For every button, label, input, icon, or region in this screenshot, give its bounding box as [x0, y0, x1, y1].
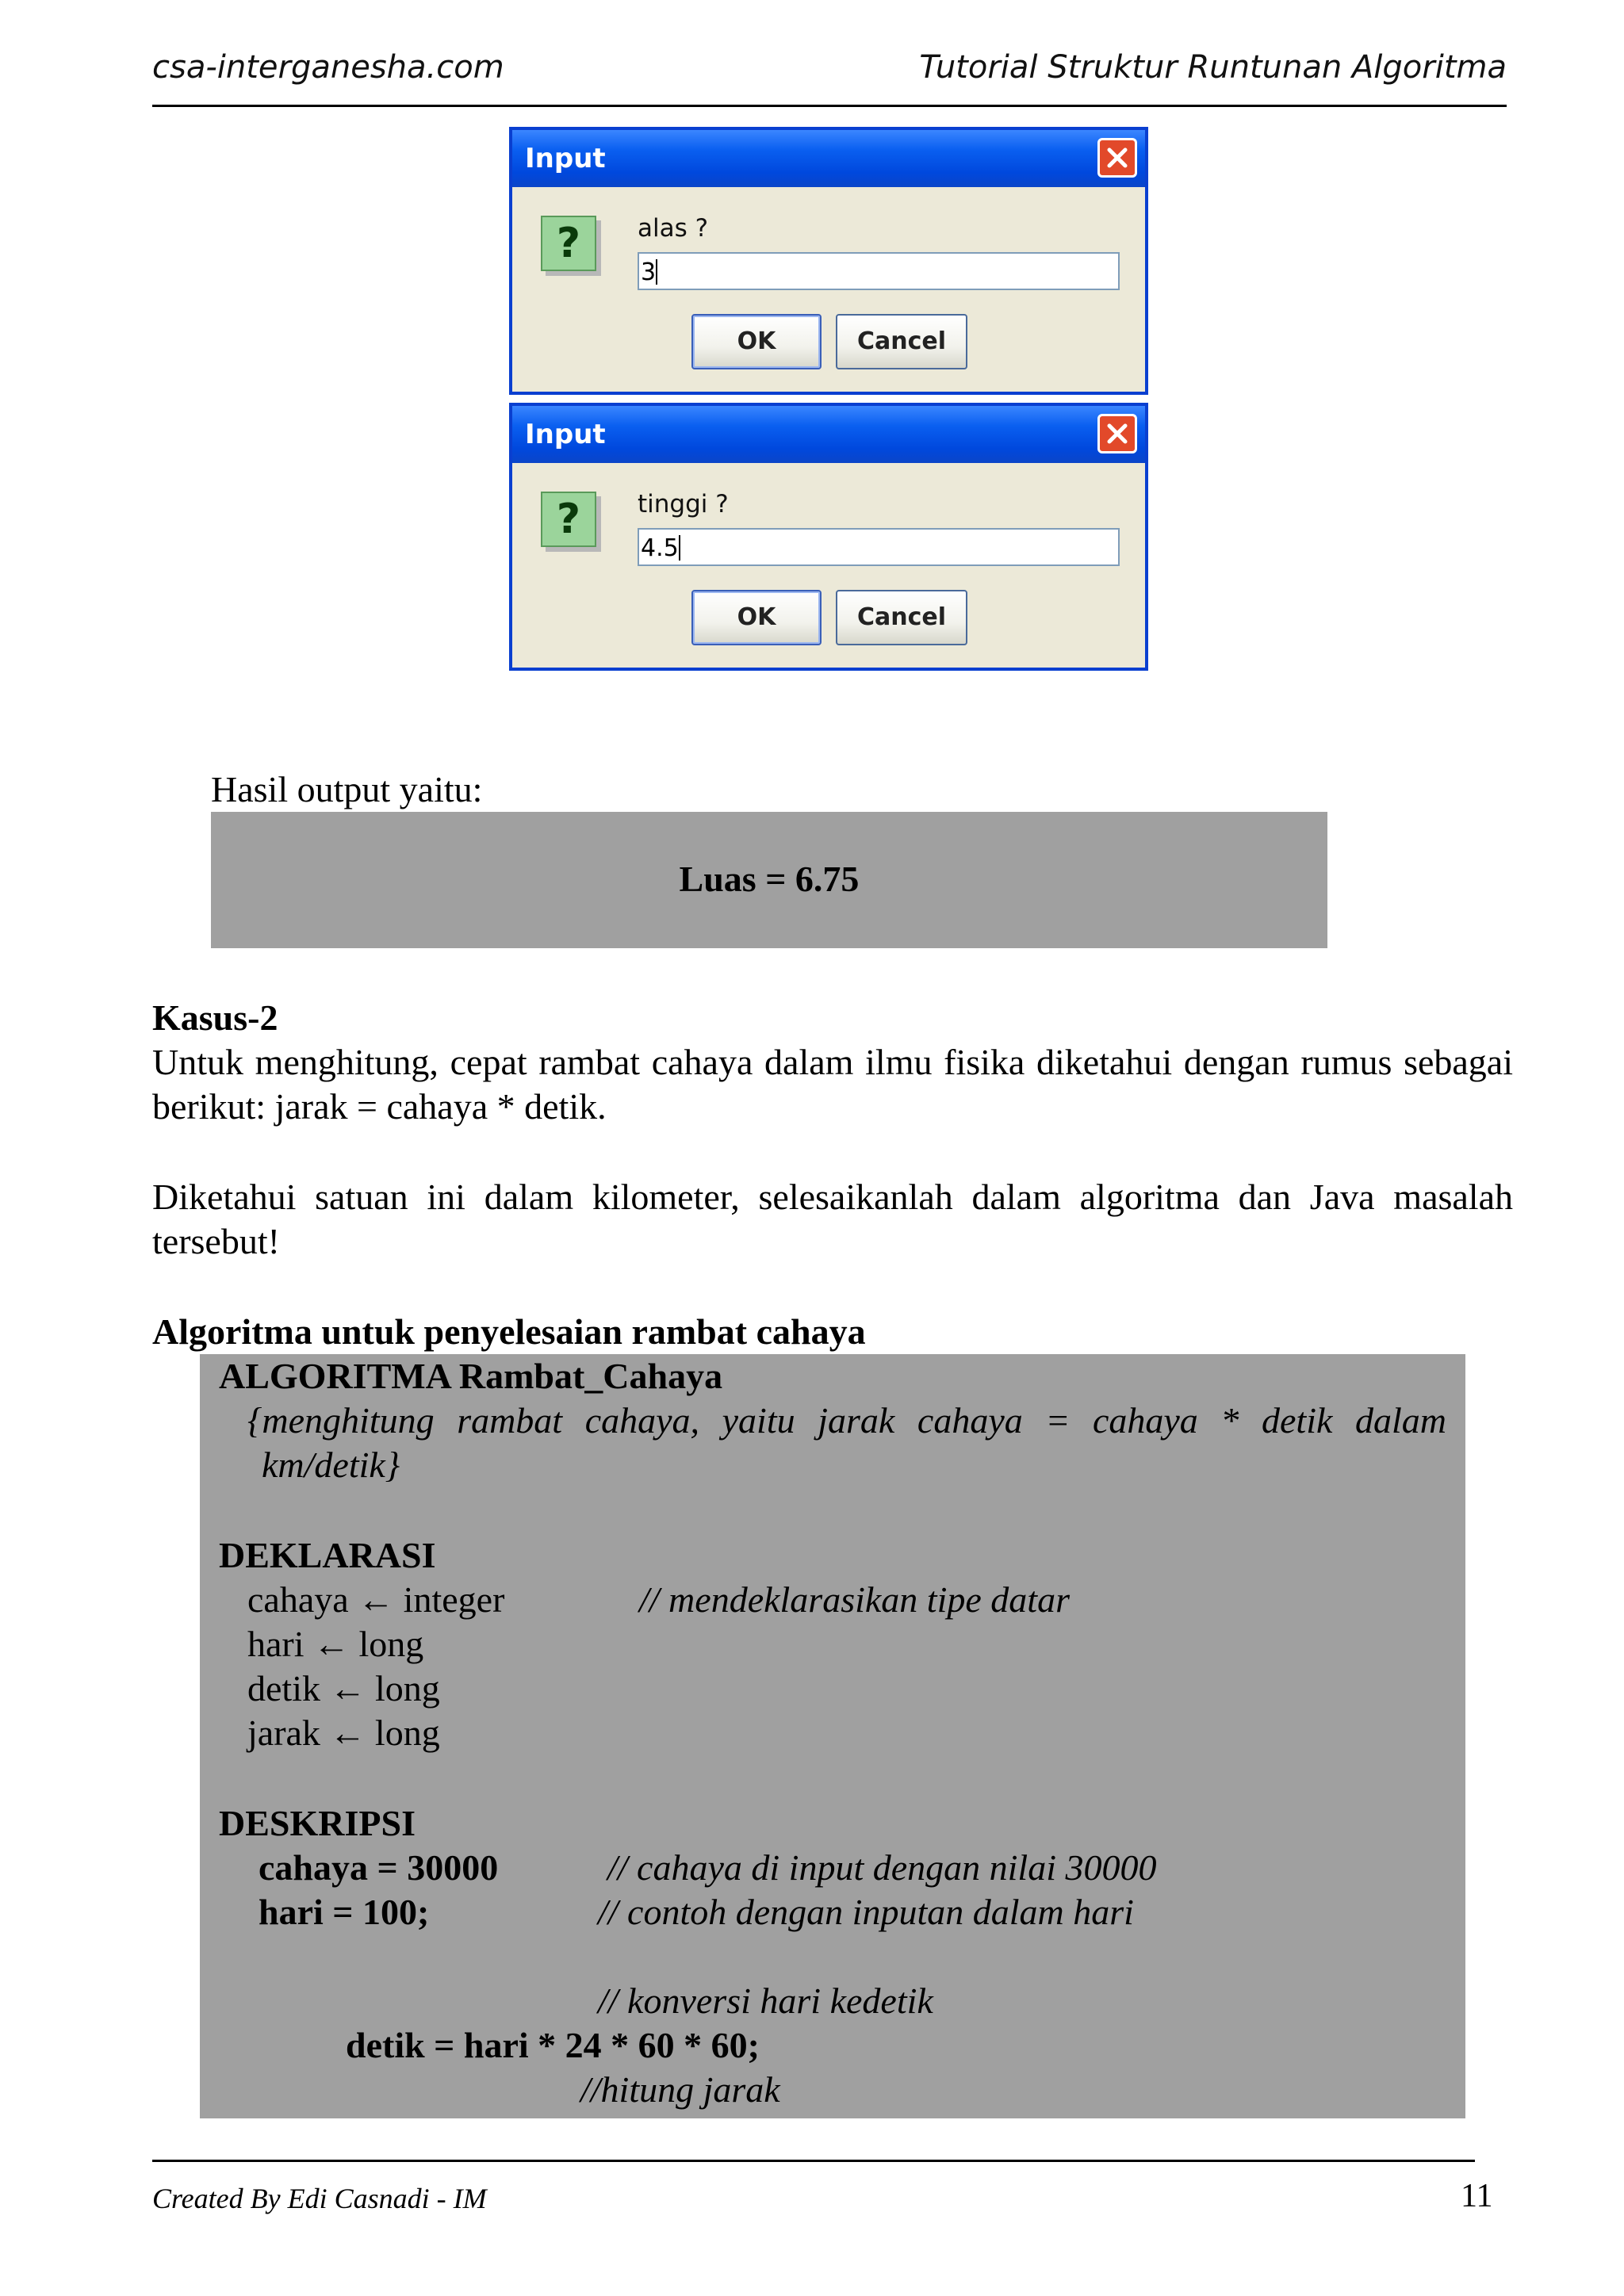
question-icon: ? [541, 492, 596, 547]
question-icon: ? [541, 216, 596, 271]
algorithm-comment-1: {menghitung rambat cahaya, yaitu jarak cahaya = cahaya * detik dalam [247, 1400, 1446, 1441]
page-number: 11 [1461, 2178, 1493, 2214]
convert-comment: // konversi hari kedetik [598, 1980, 933, 2021]
cancel-button[interactable]: Cancel [836, 590, 967, 645]
dialog-title: Input [525, 419, 606, 450]
tinggi-input-value: 4.5 [641, 534, 679, 562]
declaration-line: detik ← long [247, 1668, 440, 1709]
algorithm-box [200, 1354, 1465, 2118]
output-box [211, 812, 1327, 948]
close-icon[interactable] [1097, 414, 1137, 453]
dialog-titlebar[interactable] [512, 406, 1145, 463]
algorithm-name: ALGORITMA Rambat_Cahaya [219, 1356, 723, 1396]
kasus-paragraph-2: Diketahui satuan ini dalam kilometer, selesaikanlah dalam algoritma dan Java masalah tersebut! [152, 1177, 1513, 1261]
dialog-prompt: tinggi ? [638, 490, 729, 519]
text-caret [679, 535, 680, 561]
input-dialog-tinggi [509, 403, 1148, 671]
deskripsi-heading: DESKRIPSI [219, 1803, 416, 1843]
declaration-line: hari ← long [247, 1624, 424, 1664]
statement-line: cahaya = 30000 [259, 1847, 499, 1888]
statement-line: hari = 100; [259, 1892, 430, 1932]
tinggi-input[interactable] [638, 528, 1120, 566]
header-divider [152, 105, 1507, 107]
ok-button[interactable]: OK [691, 590, 822, 645]
dialog-titlebar[interactable] [512, 130, 1145, 187]
dialog-prompt: alas ? [638, 214, 709, 243]
output-result: Luas = 6.75 [679, 859, 860, 899]
input-dialog-alas [509, 127, 1148, 395]
declaration-line: jarak ← long [247, 1712, 440, 1753]
ok-button[interactable]: OK [691, 314, 822, 369]
declaration-line: cahaya ← integer [247, 1579, 505, 1620]
header-title: Tutorial Struktur Runtunan Algoritma [919, 49, 1507, 86]
footer-divider [152, 2160, 1475, 2162]
deklarasi-heading: DEKLARASI [219, 1535, 436, 1575]
kasus-paragraph-1: Untuk menghitung, cepat rambat cahaya dalam ilmu fisika diketahui dengan rumus sebagai berikut: jarak = cahaya * detik. [152, 1042, 1513, 1127]
text-caret [656, 259, 657, 285]
dialog-title: Input [525, 143, 606, 174]
statement-comment: // cahaya di input dengan nilai 30000 [607, 1847, 1157, 1888]
algorithm-heading: Algoritma untuk penyelesaian rambat cahaya [152, 1311, 866, 1352]
kasus-heading: Kasus-2 [152, 997, 278, 1038]
close-icon[interactable] [1097, 138, 1137, 178]
cancel-button[interactable]: Cancel [836, 314, 967, 369]
statement-comment: // contoh dengan inputan dalam hari [598, 1892, 1134, 1932]
calc-comment: //hitung jarak [580, 2069, 780, 2110]
footer-author: Created By Edi Casnadi - IM [152, 2183, 487, 2214]
alas-input-value: 3 [641, 258, 657, 286]
output-intro: Hasil output yaitu: [211, 769, 483, 809]
declaration-comment: // mendeklarasikan tipe datar [639, 1579, 1070, 1620]
header-site: csa-interganesha.com [152, 49, 504, 86]
statement-line: detik = hari * 24 * 60 * 60; [346, 2025, 760, 2065]
algorithm-comment-2: km/detik} [262, 1445, 400, 1485]
alas-input[interactable] [638, 252, 1120, 290]
